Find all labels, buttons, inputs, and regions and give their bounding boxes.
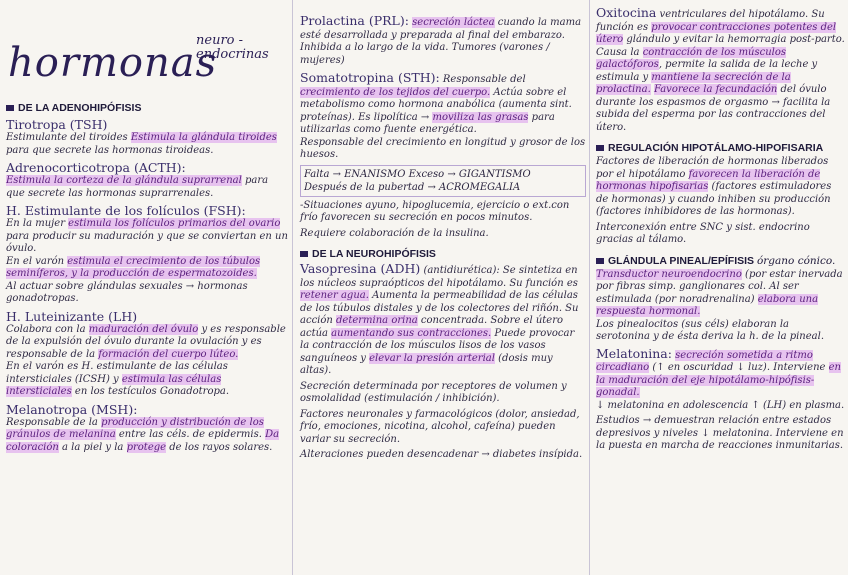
text-estudios: Estudios → demuestran relación entre estados depresivos y niveles ↓ melatonina. Interviene en la puesta en marcha de reacciones inmunitarias. — [596, 415, 844, 451]
column-adenohipofisis — [0, 0, 290, 575]
text-adh-factores: Factores neuronales y farmacológicos (dolor, ansiedad, frío, emociones, nicotina, alcohol, cafeína) pueden variar su secreción. — [300, 408, 580, 445]
text-pinealocitos: Los pinealocitos (sus céls) elaboran la serotonina y de ésta deriva la h. de la pineal. — [596, 318, 825, 342]
text-sth-insulina: Requiere colaboración de la insulina. — [300, 227, 489, 239]
text-sth-situaciones: -Situaciones ayuno, hipoglucemia, ejercicio o ext.con frío favorecen su secreción en pocos minutos. — [300, 199, 570, 223]
text-adh: Vasopresina (ADH) (antidiurética): Se sintetiza en los núcleos supraópticos del hipotálamo. Su función es retener agua. Aumenta la permeabilidad de las células de los túbulos distales y de los colectores del riñón. Su acción determina orina concentrada. Sobre el útero actúa aumentando sus contracciones. Puede provocar la contracción de los músculos lisos de los vasos sanguíneos y elevar la presión arterial (dosis muy altas). — [300, 261, 579, 376]
text-fsh-act: Al actuar sobre glándulas sexuales → hormonas gonadotropas. — [6, 280, 248, 304]
page-subtitle: neuro - endocrinas — [196, 33, 269, 62]
section-neurohipofisis: DE LA NEUROHIPÓFISIS — [300, 248, 586, 260]
text-prl: Prolactina (PRL): secreción láctea cuando la mama esté desarrollada y preparada al final del embarazo. — [300, 13, 582, 41]
text-tsh: Estimulante del tiroides Estimula la glándula tiroides para que secrete las hormonas tiroideas. — [6, 132, 277, 156]
term-msh: Melanotropa (MSH): — [6, 401, 138, 417]
bullet-icon — [596, 145, 604, 151]
page-title: hormonas — [8, 40, 218, 86]
text-regulacion: Factores de liberación de hormonas liberados por el hipotálamo favorecen la liberación de hormonas hipofisarias (factores estimuladores de hormonas) y cuando inhiben su producción (factores inhibidores de las hormonas). — [596, 156, 832, 217]
text-fsh: En la mujer estimula los folículos primarios del ovario para producir su maduración y que se conviertan en un óvulo. — [6, 218, 288, 254]
term-tsh: Tirotropa (TSH) — [6, 117, 108, 132]
text-adh-alteraciones: Alteraciones pueden desencadenar → diabetes insípida. — [300, 449, 583, 460]
text-fsh-man: En el varón estimula el crecimiento de los túbulos seminíferos, y la producción de espermatozoides. — [6, 255, 261, 279]
text-lh: Colabora con la maduración del óvulo y es responsable de la expulsión del óvulo durante la ovulación y es responsable de la formación del cuerpo lúteo. — [6, 323, 286, 360]
section-regulacion: REGULACIÓN HIPOTÁLAMO-HIPOFISARIA — [596, 142, 846, 154]
text-sth: Somatotropina (STH): Responsable del crecimiento de los tejidos del cuerpo. Actúa sobre el metabolismo como hormona anabólica (aumenta sint. proteínas). Es lipolítica → moviliza las grasas para utilizarlas como fuente energética. — [300, 70, 572, 135]
text-melatonina-adolescencia: ↓ melatonina en adolescencia ↑ (LH) en plasma. — [596, 399, 845, 411]
text-oxitocina: Oxitocina ventriculares del hipotálamo. Su función es provocar contracciones potentes del útero glándulo y evitar la hemorragia post-parto. Causa la contracción de los músculos galactóforos, permite la salida de la leche y estimula y mantiene la secreción de la prolactina. Favorece la fecundación del óvulo durante los espasmos de orgasmo → facilita la subida del esperma por las contracciones del útero. — [596, 5, 845, 133]
text-msh: Responsable de la producción y distribución de los gránulos de melanina entre las céls. de epidermis. Da coloración a la piel y la protege de los rayos solares. — [6, 416, 280, 453]
text-prl-inhib: Inhibida a lo largo de la vida. Tumores (varones / mujeres) — [300, 42, 550, 66]
column-divider — [589, 0, 590, 575]
text-pineal: Transductor neuroendocrino (por estar inervada por fibras simp. ganglionares col. Al ser estimulada (por noradrenalina) elabora una respuesta hormonal. — [596, 268, 843, 317]
bullet-icon — [596, 258, 604, 264]
term-lh: H. Luteinizante (LH) — [6, 308, 138, 324]
bullet-icon — [6, 105, 14, 111]
section-pineal: GLÁNDULA PINEAL/EPÍFISIS órgano cónico. — [596, 255, 846, 267]
column-divider — [292, 0, 293, 575]
column-prolactina-neurohipofisis — [296, 0, 588, 575]
term-acth: Adrenocorticotropa (ACTH): — [6, 160, 186, 175]
bullet-icon — [300, 251, 308, 257]
text-adh-secrecion: Secreción determinada por receptores de volumen y osmolalidad (estimulación / inhibición). — [300, 380, 567, 404]
text-acth: Estimula la corteza de la glándula suprarrenal para que secrete las hormonas suprarrenales. — [6, 175, 269, 199]
growth-disorders-box: Falta → ENANISMO Exceso → GIGANTISMO Después de la pubertad → ACROMEGALIA — [300, 165, 586, 197]
term-fsh: H. Estimulante de los folículos (FSH): — [6, 203, 246, 218]
text-melatonina: Melatonina: secreción sometida a ritmo circadiano (↑ en oscuridad ↓ luz). Interviene en la maduración del eje hipotálamo-hipófisis-gonadal. — [596, 345, 841, 398]
text-interconexion: Interconexión entre SNC y sist. endocrino gracias al tálamo. — [596, 221, 810, 245]
section-adenohipofisis: DE LA ADENOHIPÓFISIS — [6, 102, 288, 114]
column-oxitocina-regulacion-pineal — [592, 0, 848, 575]
text-lh-man: En el varón es H. estimulante de las células intersticiales (ICSH) y estimula las células intersticiales en los testículos Gonadotropa. — [6, 361, 230, 397]
text-sth-resp: Responsable del crecimiento en longitud y grosor de los huesos. — [300, 136, 586, 160]
